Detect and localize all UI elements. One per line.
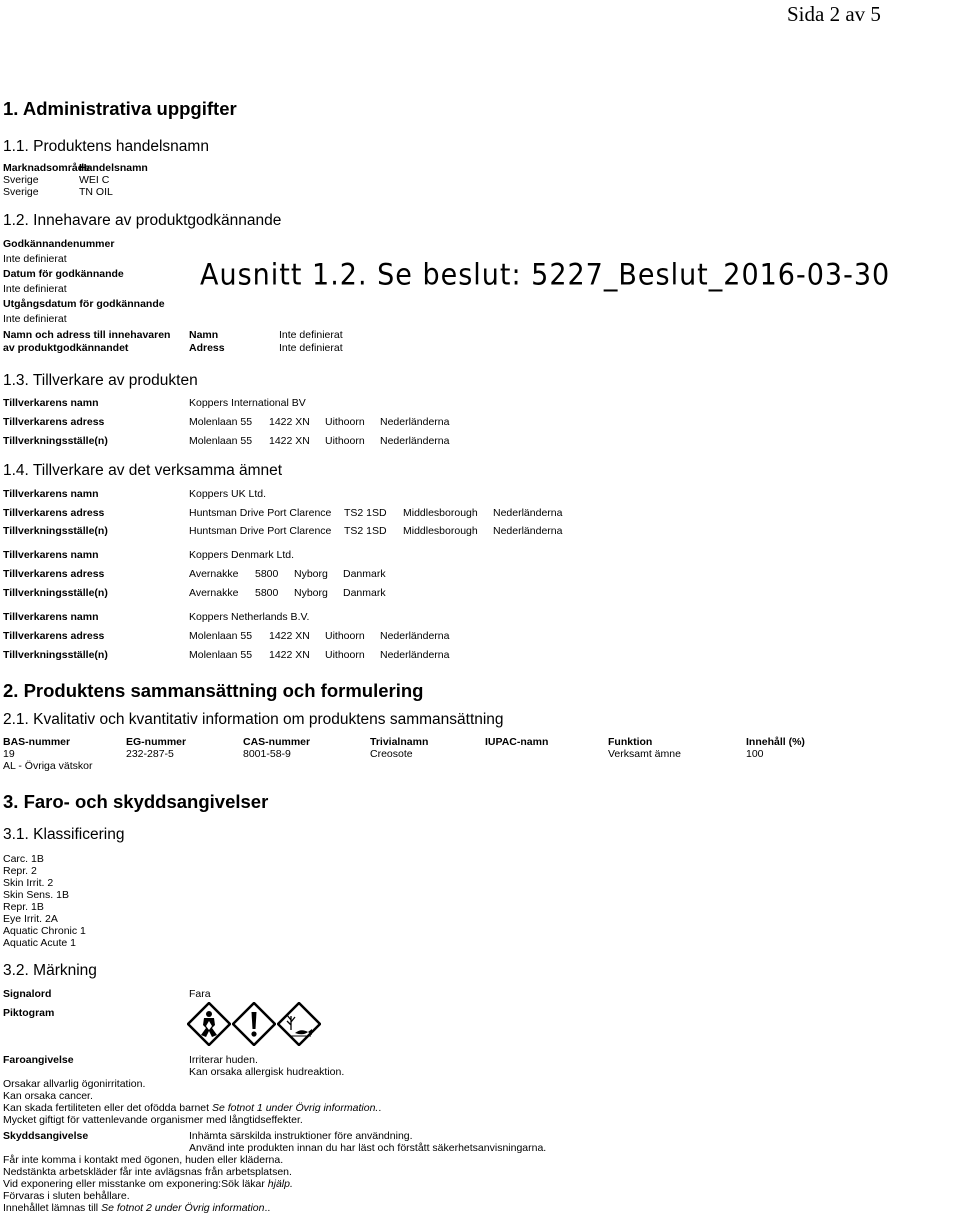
manufacturer-name-label: Tillverkarens namn xyxy=(3,611,99,623)
manufacturer-address-label: Tillverkarens adress xyxy=(3,630,105,642)
trade-name-header: Handelsnamn xyxy=(79,162,148,174)
zip: 5800 xyxy=(255,587,279,599)
street: Avernakke xyxy=(189,587,239,599)
hazard-statement: Kan skada fertiliteten eller det ofödda barnet Se fotnot 1 under Övrig information.. xyxy=(3,1102,382,1114)
country: Danmark xyxy=(343,568,386,580)
function-cell: Verksamt ämne xyxy=(608,748,681,760)
approval-date-value: Inte definierat xyxy=(3,283,67,295)
market-cell: Sverige xyxy=(3,174,39,186)
signal-word-label: Signalord xyxy=(3,988,52,1000)
environment-pictogram-icon xyxy=(277,1002,321,1046)
precautionary-statement: Använd inte produkten innan du har läst och förstått säkerhetsanvisningarna. xyxy=(189,1142,547,1154)
hazard-statement: Kan orsaka cancer. xyxy=(3,1090,93,1102)
city: Nyborg xyxy=(294,587,328,599)
manufacturer-address-label: Tillverkarens adress xyxy=(3,416,105,428)
city: Uithoorn xyxy=(325,435,365,447)
function-header: Funktion xyxy=(608,736,653,748)
city: Nyborg xyxy=(294,568,328,580)
bas-number-header: BAS-nummer xyxy=(3,736,71,748)
manufacturing-site-label: Tillverkningsställe(n) xyxy=(3,435,108,447)
precautionary-statement-label: Skyddsangivelse xyxy=(3,1130,89,1142)
holder-label-line1: Namn och adress till innehavaren xyxy=(3,329,171,341)
classification-item: Repr. 1B xyxy=(3,901,44,913)
manufacturer-name-value: Koppers UK Ltd. xyxy=(189,488,267,500)
exclamation-mark-pictogram-icon xyxy=(232,1002,276,1046)
health-hazard-pictogram-icon xyxy=(187,1002,231,1046)
zip: 1422 XN xyxy=(269,649,310,661)
market-cell: Sverige xyxy=(3,186,39,198)
approval-number-label: Godkännandenummer xyxy=(3,238,115,250)
ec-number-cell: 232-287-5 xyxy=(126,748,174,760)
holder-address-label: Adress xyxy=(189,342,225,354)
section-2-title: 2. Produktens sammansättning och formulering xyxy=(3,680,424,701)
street: Avernakke xyxy=(189,568,239,580)
manufacturing-site-label: Tillverkningsställe(n) xyxy=(3,525,108,537)
section-3-1-title: 3.1. Klassificering xyxy=(3,826,125,843)
section-1-title: 1. Administrativa uppgifter xyxy=(3,98,237,119)
city: Uithoorn xyxy=(325,416,365,428)
manufacturer-address-label: Tillverkarens adress xyxy=(3,568,105,580)
city: Uithoorn xyxy=(325,630,365,642)
country: Nederländerna xyxy=(380,649,450,661)
handwritten-annotation: Ausnitt 1.2. Se beslut: 5227_Beslut_2016-03-30 xyxy=(200,258,891,293)
signal-word-value: Fara xyxy=(189,988,211,1000)
common-name-cell: Creosote xyxy=(370,748,413,760)
street: Molenlaan 55 xyxy=(189,435,253,447)
street: Huntsman Drive Port Clarence xyxy=(189,507,332,519)
section-3-2-title: 3.2. Märkning xyxy=(3,962,97,979)
iupac-name-header: IUPAC-namn xyxy=(485,736,549,748)
city: Uithoorn xyxy=(325,649,365,661)
precautionary-statement: Nedstänkta arbetskläder får inte avlägsnas från arbetsplatsen. xyxy=(3,1166,292,1178)
hazard-statement: Kan orsaka allergisk hudreaktion. xyxy=(189,1066,345,1078)
section-1-2-title: 1.2. Innehavare av produktgodkännande xyxy=(3,212,282,229)
precautionary-statement: Förvaras i sluten behållare. xyxy=(3,1190,130,1202)
manufacturing-site-row xyxy=(189,525,562,537)
city: Middlesborough xyxy=(403,507,478,519)
zip: 5800 xyxy=(255,568,279,580)
manufacturer-address-row xyxy=(189,568,386,580)
holder-name-label: Namn xyxy=(189,329,219,341)
page-number: Sida 2 av 5 xyxy=(787,2,881,26)
precautionary-statement: Inhämta särskilda instruktioner före användning. xyxy=(189,1130,413,1142)
section-2-1-title: 2.1. Kvalitativ och kvantitativ information om produktens sammansättning xyxy=(3,711,504,728)
cas-number-cell: 8001-58-9 xyxy=(243,748,291,760)
classification-item: Aquatic Acute 1 xyxy=(3,937,76,949)
section-3-title: 3. Faro- och skyddsangivelser xyxy=(3,791,269,812)
expiry-date-label: Utgångsdatum för godkännande xyxy=(3,298,165,310)
manufacturing-site-row xyxy=(189,649,449,661)
approval-number-value: Inte definierat xyxy=(3,253,67,265)
zip: 1422 XN xyxy=(269,435,310,447)
manufacturing-site-label: Tillverkningsställe(n) xyxy=(3,649,108,661)
precautionary-statement: Får inte komma i kontakt med ögonen, huden eller kläderna. xyxy=(3,1154,284,1166)
street: Molenlaan 55 xyxy=(189,630,253,642)
hazard-statement-label: Faroangivelse xyxy=(3,1054,74,1066)
manufacturer-name-value: Koppers International BV xyxy=(189,397,306,409)
holder-name-value: Inte definierat xyxy=(279,329,343,341)
holder-label-line2: av produktgodkännandet xyxy=(3,342,129,354)
classification-item: Skin Sens. 1B xyxy=(3,889,69,901)
country: Danmark xyxy=(343,587,386,599)
holder-address-value: Inte definierat xyxy=(279,342,343,354)
manufacturing-site-row xyxy=(189,435,449,447)
manufacturer-name-label: Tillverkarens namn xyxy=(3,549,99,561)
city: Middlesborough xyxy=(403,525,478,537)
content-header: Innehåll (%) xyxy=(746,736,805,748)
manufacturer-address-row xyxy=(189,630,449,642)
street: Molenlaan 55 xyxy=(189,416,253,428)
country: Nederländerna xyxy=(493,507,563,519)
section-1-4-title: 1.4. Tillverkare av det verksamma ämnet xyxy=(3,462,283,479)
hazard-statement: Irriterar huden. xyxy=(189,1054,258,1066)
manufacturer-name-label: Tillverkarens namn xyxy=(3,488,99,500)
expiry-date-value: Inte definierat xyxy=(3,313,67,325)
classification-item: Eye Irrit. 2A xyxy=(3,913,58,925)
common-name-header: Trivialnamn xyxy=(370,736,429,748)
street: Molenlaan 55 xyxy=(189,649,253,661)
classification-item: Repr. 2 xyxy=(3,865,37,877)
zip: TS2 1SD xyxy=(344,507,387,519)
pictogram-label: Piktogram xyxy=(3,1007,55,1019)
country: Nederländerna xyxy=(493,525,563,537)
section-1-1-title: 1.1. Produktens handelsnamn xyxy=(3,138,209,155)
classification-item: Carc. 1B xyxy=(3,853,44,865)
country: Nederländerna xyxy=(380,630,450,642)
ec-number-header: EG-nummer xyxy=(126,736,187,748)
bas-number-cell: 19 xyxy=(3,748,15,760)
classification-item: Skin Irrit. 2 xyxy=(3,877,54,889)
hazard-statement: Mycket giftigt för vattenlevande organismer med långtidseffekter. xyxy=(3,1114,303,1126)
hazard-statement: Orsakar allvarlig ögonirritation. xyxy=(3,1078,146,1090)
street: Huntsman Drive Port Clarence xyxy=(189,525,332,537)
manufacturer-name-label: Tillverkarens namn xyxy=(3,397,99,409)
country: Nederländerna xyxy=(380,416,450,428)
manufacturer-address-label: Tillverkarens adress xyxy=(3,507,105,519)
country: Nederländerna xyxy=(380,435,450,447)
manufacturing-site-label: Tillverkningsställe(n) xyxy=(3,587,108,599)
trade-name-cell: WEI C xyxy=(79,174,110,186)
manufacturer-address-row xyxy=(189,416,449,428)
trade-name-cell: TN OIL xyxy=(79,186,113,198)
precautionary-statement: Innehållet lämnas till Se fotnot 2 under Övrig information.. xyxy=(3,1202,271,1214)
precautionary-statement: Vid exponering eller misstanke om exponering:Sök läkar hjälp. xyxy=(3,1178,293,1190)
manufacturer-name-value: Koppers Denmark Ltd. xyxy=(189,549,295,561)
manufacturing-site-row xyxy=(189,587,386,599)
market-header: Marknadsområde xyxy=(3,162,90,174)
approval-date-label: Datum för godkännande xyxy=(3,268,124,280)
zip: 1422 XN xyxy=(269,630,310,642)
section-1-3-title: 1.3. Tillverkare av produkten xyxy=(3,372,198,389)
formulation-type: AL - Övriga vätskor xyxy=(3,760,93,772)
manufacturer-name-value: Koppers Netherlands B.V. xyxy=(189,611,310,623)
zip: 1422 XN xyxy=(269,416,310,428)
zip: TS2 1SD xyxy=(344,525,387,537)
content-cell: 100 xyxy=(746,748,764,760)
classification-item: Aquatic Chronic 1 xyxy=(3,925,86,937)
manufacturer-address-row xyxy=(189,507,562,519)
cas-number-header: CAS-nummer xyxy=(243,736,311,748)
